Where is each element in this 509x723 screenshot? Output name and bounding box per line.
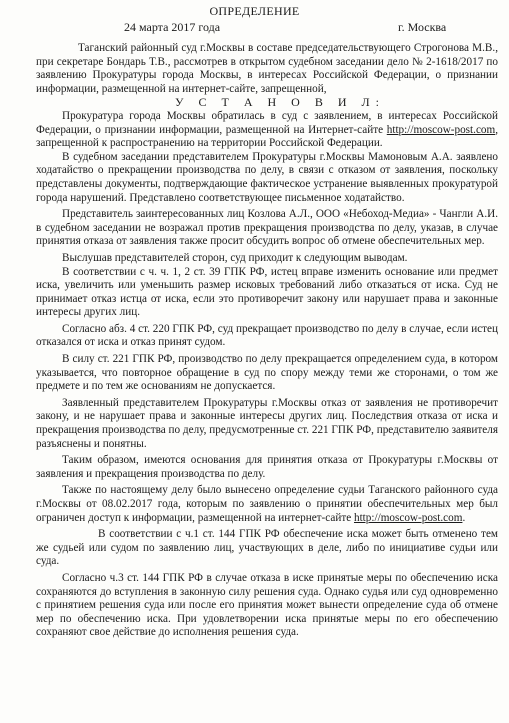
paragraph-10: Также по настоящему делу было вынесено определение судьи Таганского районного суда г.Москвы от 08.02.2017 года, которым по заявлению о принятии обеспечительных мер был ограничен доступ к информации, размещенной на интернет-сайте http://moscow-post.com.: [36, 484, 498, 524]
section-heading: У С Т А Н О В И Л:: [175, 95, 385, 110]
dateline: [0, 20, 509, 34]
paragraph-3: Представитель заинтересованных лиц Козлова А.Л., ООО «Небоход-Медиа» - Чангли А.И. в судебном заседании не возражал против прекращения производства по делу, указав, в случае принятия отказа от заявления также просит обсудить вопрос об отмене обеспечительных мер.: [36, 208, 498, 248]
paragraph-11: В соответствии с ч.1 ст. 144 ГПК РФ обеспечение иска может быть отменено тем же судьей или судом по заявлению лиц, участвующих в деле, либо по инициативе судьи или суда.: [36, 528, 498, 568]
paragraph-9: Таким образом, имеются основания для принятия отказа от Прокуратуры г.Москвы от заявления и прекращения производства по делу.: [36, 454, 498, 480]
document-date: 24 марта 2017 года: [124, 20, 221, 34]
paragraph-8: Заявленный представителем Прокуратуры г.Москвы отказ от заявления не противоречит закону, и не нарушает права и законные интересы других лиц. Последствия отказа от иска и прекращения производства по делу, предусмотренные ст. 221 ГПК РФ, представителю заявителя разъяснены и понятны.: [36, 396, 498, 450]
intro-paragraph: Таганский районный суд г.Москвы в составе председательствующего Строгонова М.В., при секретаре Бондарь Т.В., рассмотрев в открытом судебном заседании дело № 2-1618/2017 по заявлению Прокуратуры города Москвы, в интересах Российской Федерации, о признании информации, размещенной на интернет-сайте, запрещенной,: [36, 42, 498, 95]
paragraph-2: В судебном заседании представителем Прокуратуры г.Москвы Мамоновым А.А. заявлено ходатайство о прекращении производства по делу, в связи с отказом от заявления, поскольку представлены документы, подтверждающие фактическое устранение выявленных прокуратурой города нарушений. Представлено соответствующее письменное ходатайство.: [36, 150, 498, 204]
paragraph-6: Согласно абз. 4 ст. 220 ГПК РФ, суд прекращает производство по делу в случае, если истец отказался от иска и отказ принят судом.: [36, 322, 498, 349]
document-body: [36, 42, 498, 640]
document-city: г. Москва: [398, 20, 447, 34]
website-link[interactable]: http://moscow-post.com: [386, 123, 496, 136]
paragraph-12: Согласно ч.3 ст. 144 ГПК РФ в случае отказа в иске принятые меры по обеспечению иска сохраняются до вступления в законную силу решения суда. Однако судья или суд одновременно с принятием решения суда или после его принятия может вынести определение суда об отмене мер по обеспечению иска. При удовлетворении иска принятые меры по его обеспечению сохраняют свое действие до исполнения решения суда.: [36, 571, 498, 639]
website-link-2[interactable]: http://moscow-post.com: [353, 511, 463, 524]
paragraph-4: Выслушав представителей сторон, суд приходит к следующим выводам.: [62, 251, 408, 264]
document-title: ОПРЕДЕЛЕНИЕ: [209, 4, 300, 18]
paragraph-1: Прокуратура города Москвы обратилась в суд с заявлением, в интересах Российской Федерации, о признании информации, размещенной на Интернет-сайте http://moscow-post.com, запрещенной к распространению на территории Российской Федерации.: [36, 109, 498, 150]
paragraph-7: В силу ст. 221 ГПК РФ, производство по делу прекращается определением суда, в котором указывается, что повторное обращение в суд по спору между теми же сторонами, о том же предмете и по тем же основаниям не допускается.: [36, 353, 498, 393]
paragraph-5: В соответствии с ч. ч. 1, 2 ст. 39 ГПК РФ, истец вправе изменить основание или предмет иска, увеличить или уменьшить размер исковых требований либо отказаться от иска. Суд не принимает отказ истца от иска, если это противоречит закону или нарушает права и законные интересы других лиц.: [36, 265, 498, 319]
